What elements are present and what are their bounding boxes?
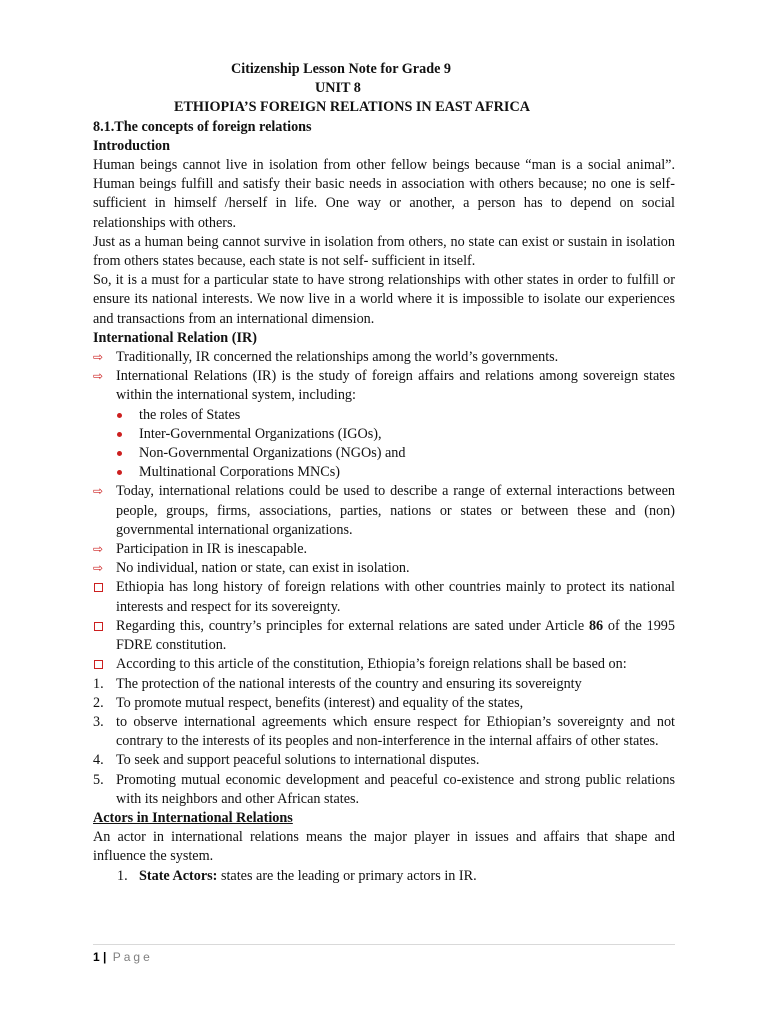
arrow-bullet-icon: ⇨ bbox=[93, 561, 104, 576]
ethiopia-point-text: of the 1995 FDRE constitution. bbox=[116, 617, 675, 654]
document-body bbox=[93, 60, 675, 886]
ethiopia-point bbox=[93, 655, 675, 674]
section-heading: 8.1.The concepts of foreign relations bbox=[93, 118, 312, 135]
page-footer bbox=[93, 944, 675, 967]
dot-bullet-icon bbox=[117, 470, 122, 475]
ir-point-text: Today, international relations could be used to describe a range of external interactions between people, groups, firms, associations, parties, nations or states or between these and (non) governmental international organizations. bbox=[116, 483, 675, 538]
principle-text: to observe international agreements which ensure respect for Ethiopian’s sovereignty and not contrary to the interests of its peoples and non-interference in the internal affairs of other states. bbox=[116, 713, 675, 750]
principle-item bbox=[93, 713, 675, 751]
arrow-bullet-icon: ⇨ bbox=[93, 542, 104, 557]
chapter-title: ETHIOPIA’S FOREIGN RELATIONS IN EAST AFRICA bbox=[174, 99, 530, 116]
principle-item bbox=[93, 675, 675, 694]
ir-point-text: Traditionally, IR concerned the relationships among the world’s governments. bbox=[116, 349, 559, 366]
principle-text: The protection of the national interests of the country and ensuring its sovereignty bbox=[116, 675, 582, 692]
ir-sub-item-text: Inter-Governmental Organizations (IGOs), bbox=[139, 425, 382, 442]
ir-point bbox=[93, 367, 675, 405]
unit-label: UNIT 8 bbox=[315, 80, 361, 97]
principle-number: 3. bbox=[93, 713, 104, 730]
square-bullet-icon bbox=[93, 617, 113, 636]
principle-text: Promoting mutual economic development and peaceful co-existence and strong public relations with its neighbors and other African states. bbox=[116, 771, 675, 807]
principle-item bbox=[93, 694, 675, 713]
ethiopia-point-text: Regarding this, country’s principles for external relations are sated under Article bbox=[116, 617, 589, 634]
actor-text: states are the leading or primary actors in IR. bbox=[217, 867, 477, 884]
principle-text: To seek and support peaceful solutions to international disputes. bbox=[116, 752, 480, 769]
article-number: 86 bbox=[588, 617, 604, 634]
ir-sub-item bbox=[93, 406, 675, 425]
principle-number: 2. bbox=[93, 694, 104, 711]
dot-bullet-icon bbox=[117, 413, 122, 418]
ir-point-text: International Relations (IR) is the study of foreign affairs and relations among sovereign states within the international system, including: bbox=[116, 368, 675, 404]
intro-paragraph-1: Human beings cannot live in isolation from other fellow beings because “man is a social animal”. Human beings fulfill and satisfy their basic needs in association with others because; no one is self-sufficient in himself /herself in life. One way or another, a person has to depend on social relationships with others. bbox=[93, 157, 675, 231]
principle-number: 4. bbox=[93, 752, 104, 769]
ethiopia-point bbox=[93, 578, 675, 616]
square-bullet-icon bbox=[93, 578, 113, 597]
ir-sub-item-text: Non-Governmental Organizations (NGOs) and bbox=[139, 445, 406, 462]
arrow-bullet-icon: ⇨ bbox=[93, 484, 104, 499]
ir-heading: International Relation (IR) bbox=[93, 329, 257, 346]
ir-point bbox=[93, 559, 675, 578]
dot-bullet-icon bbox=[117, 451, 122, 456]
ir-point bbox=[93, 348, 675, 367]
principle-number: 5. bbox=[93, 771, 104, 788]
ethiopia-point-text: According to this article of the constitution, Ethiopia’s foreign relations shall be based on: bbox=[116, 656, 627, 673]
arrow-bullet-icon: ⇨ bbox=[93, 369, 104, 384]
page-word: Page bbox=[112, 950, 153, 964]
principle-item bbox=[93, 751, 675, 770]
ethiopia-point bbox=[93, 617, 675, 655]
actor-label: State Actors: bbox=[139, 867, 218, 884]
square-bullet-icon bbox=[93, 655, 113, 674]
actor-item bbox=[93, 867, 675, 886]
ir-point bbox=[93, 540, 675, 559]
ir-sub-item-text: the roles of States bbox=[139, 406, 241, 423]
dot-bullet-icon bbox=[117, 432, 122, 437]
intro-paragraph-3: So, it is a must for a particular state to have strong relationships with other states in order to fulfill or ensure its national interests. We now live in a world where it is impossible to isolate our experiences and transactions from an international dimension. bbox=[93, 272, 675, 327]
actor-number: 1. bbox=[117, 867, 128, 884]
ir-point-text: Participation in IR is inescapable. bbox=[116, 541, 308, 558]
ir-sub-item bbox=[93, 425, 675, 444]
actors-heading: Actors in International Relations bbox=[93, 809, 293, 826]
ethiopia-point-text: Ethiopia has long history of foreign relations with other countries mainly to protect its national interests and respect for its sovereignty. bbox=[116, 579, 675, 615]
footer-separator: | bbox=[103, 950, 107, 964]
ir-sub-item-text: Multinational Corporations MNCs) bbox=[139, 464, 340, 481]
actors-definition: An actor in international relations means the major player in issues and affairs that shape and influence the system. bbox=[93, 829, 675, 865]
principle-text: To promote mutual respect, benefits (interest) and equality of the states, bbox=[116, 694, 524, 711]
principle-item bbox=[93, 771, 675, 809]
intro-paragraph-2: Just as a human being cannot survive in isolation from others, no state can exist or sustain in isolation from others states because, each state is not self- sufficient in itself. bbox=[93, 233, 675, 270]
document-title: Citizenship Lesson Note for Grade 9 bbox=[231, 61, 452, 77]
page-number: 1 bbox=[93, 950, 100, 964]
ir-point-text: No individual, nation or state, can exist in isolation. bbox=[116, 560, 410, 577]
arrow-bullet-icon: ⇨ bbox=[93, 350, 104, 365]
ir-sub-item bbox=[93, 444, 675, 463]
principle-number: 1. bbox=[93, 675, 104, 692]
ir-point bbox=[93, 482, 675, 540]
intro-heading: Introduction bbox=[93, 137, 170, 154]
ir-sub-item bbox=[93, 463, 675, 482]
